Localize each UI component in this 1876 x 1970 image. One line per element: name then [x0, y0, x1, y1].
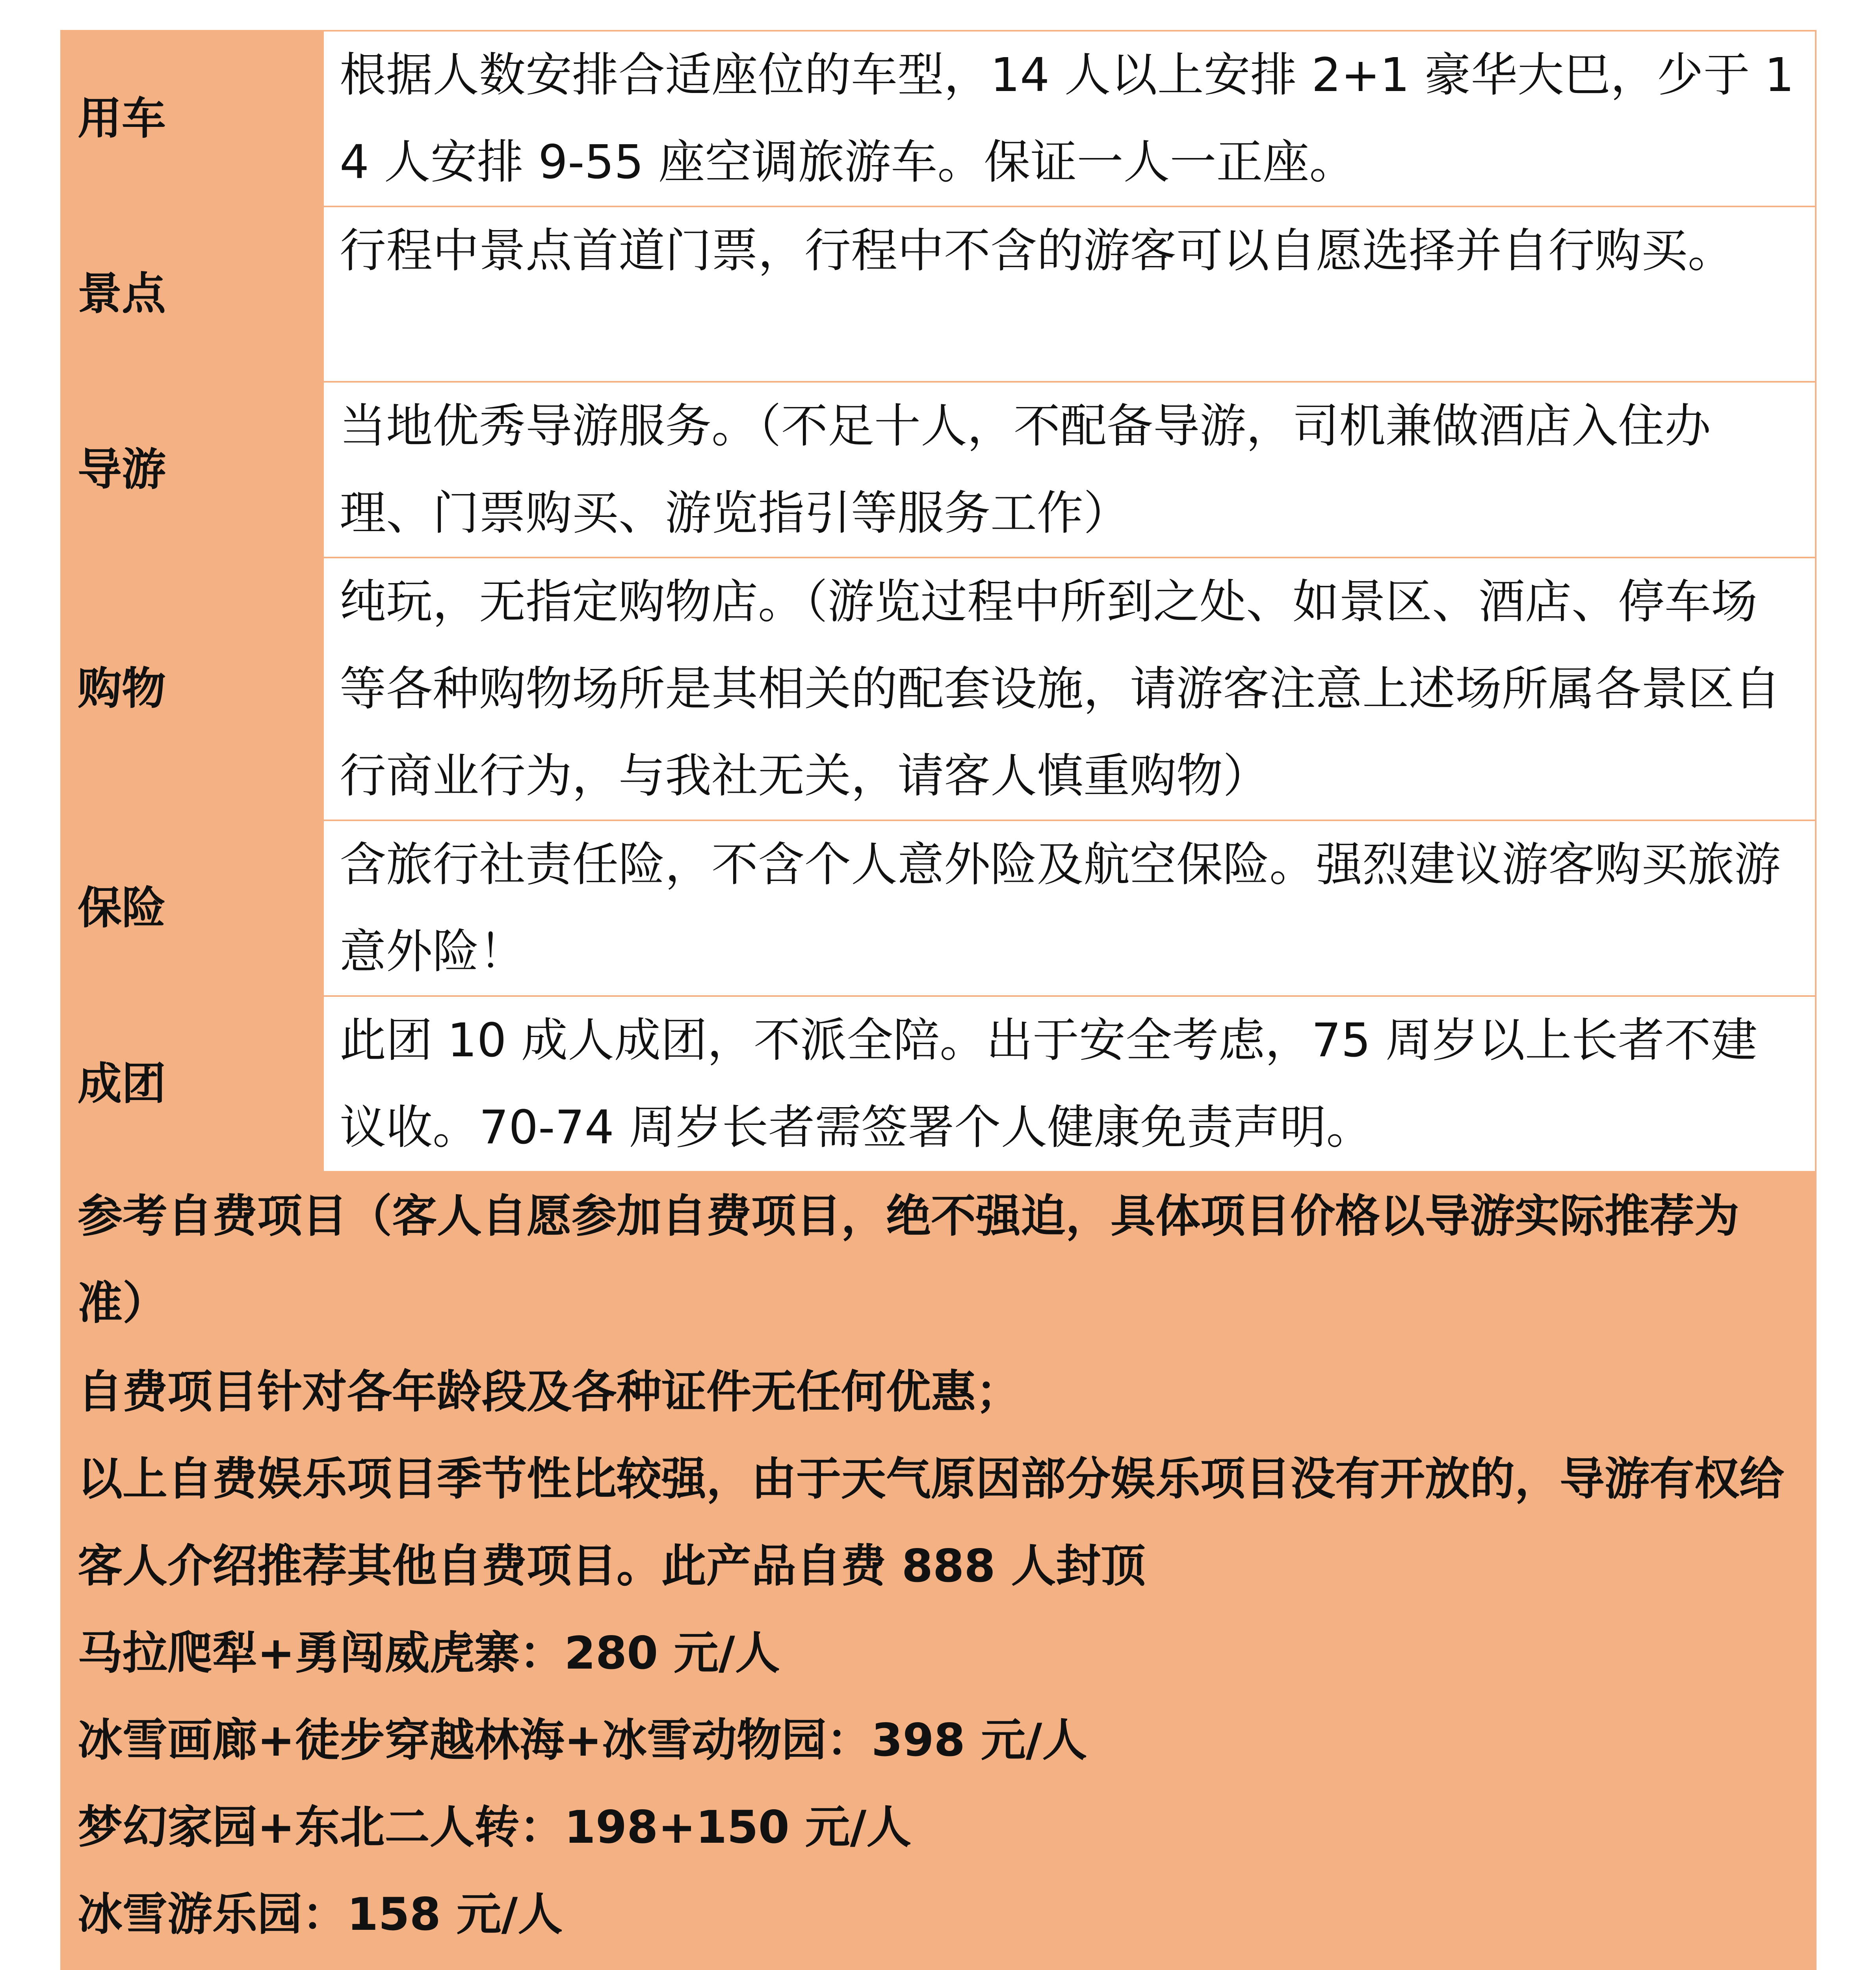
row-content-attractions: 行程中景点首道门票，行程中不含的游客可以自愿选择并自行购买。: [323, 206, 1816, 382]
row-content-guide: 当地优秀导游服务。（不足十人，不配备导游，司机兼做酒店入住办理、门票购买、游览指引等服务工作）: [323, 382, 1816, 558]
optional-seasonal-note: 以上自费娱乐项目季节性比较强，由于天气原因部分娱乐项目没有开放的，导游有权给客人介绍推荐其他自费项目。此产品自费 888 人封顶: [78, 1453, 1785, 1592]
optional-items-header: 参考自费项目（客人自愿参加自费项目，绝不强迫，具体项目价格以导游实际推荐为准）: [61, 1172, 1816, 1347]
optional-items-header-row: [61, 1172, 1816, 1347]
optional-item-dream-home: 梦幻家园+东北二人转：198+150 元/人: [78, 1801, 912, 1853]
row-label-group: 成团: [61, 996, 323, 1172]
row-label-shopping: 购物: [61, 558, 323, 820]
optional-item-snow-park: 冰雪游乐园：158 元/人: [78, 1888, 563, 1940]
optional-item-snow-gallery: 冰雪画廊+徒步穿越林海+冰雪动物园：398 元/人: [78, 1714, 1087, 1766]
table-row-guide: [61, 382, 1816, 558]
optional-remark-discount: [78, 1958, 1799, 1970]
row-content-vehicle: 根据人数安排合适座位的车型，14 人以上安排 2+1 豪华大巴，少于 14 人安排 9-55 座空调旅游车。保证一人一正座。: [323, 31, 1816, 206]
row-content-insurance: 含旅行社责任险，不含个人意外险及航空保险。强烈建议游客购买旅游意外险！: [323, 820, 1816, 996]
table-row-attractions: [61, 206, 1816, 382]
optional-items-details: [61, 1347, 1816, 1970]
table-row-vehicle: [61, 31, 1816, 206]
row-label-attractions: 景点: [61, 206, 323, 382]
table-row-group: [61, 996, 1816, 1172]
row-content-shopping: 纯玩，无指定购物店。（游览过程中所到之处、如景区、酒店、停车场等各种购物场所是其相关的配套设施，请游客注意上述场所属各景区自行商业行为，与我社无关，请客人慎重购物）: [323, 558, 1816, 820]
optional-item-sled-tiger: 马拉爬犁+勇闯威虎寨：280 元/人: [78, 1627, 780, 1679]
optional-no-discount-note: 自费项目针对各年龄段及各种证件无任何优惠；: [78, 1366, 1021, 1418]
row-label-insurance: 保险: [61, 820, 323, 996]
row-content-group: 此团 10 成人成团，不派全陪。出于安全考虑，75 周岁以上长者不建议收。70-74 周岁长者需签署个人健康免责声明。: [323, 996, 1816, 1172]
row-label-guide: 导游: [61, 382, 323, 558]
table-row-insurance: [61, 820, 1816, 996]
row-label-vehicle: 用车: [61, 31, 323, 206]
travel-info-table: [60, 30, 1817, 1970]
optional-items-details-row: [61, 1347, 1816, 1970]
table-row-shopping: [61, 558, 1816, 820]
